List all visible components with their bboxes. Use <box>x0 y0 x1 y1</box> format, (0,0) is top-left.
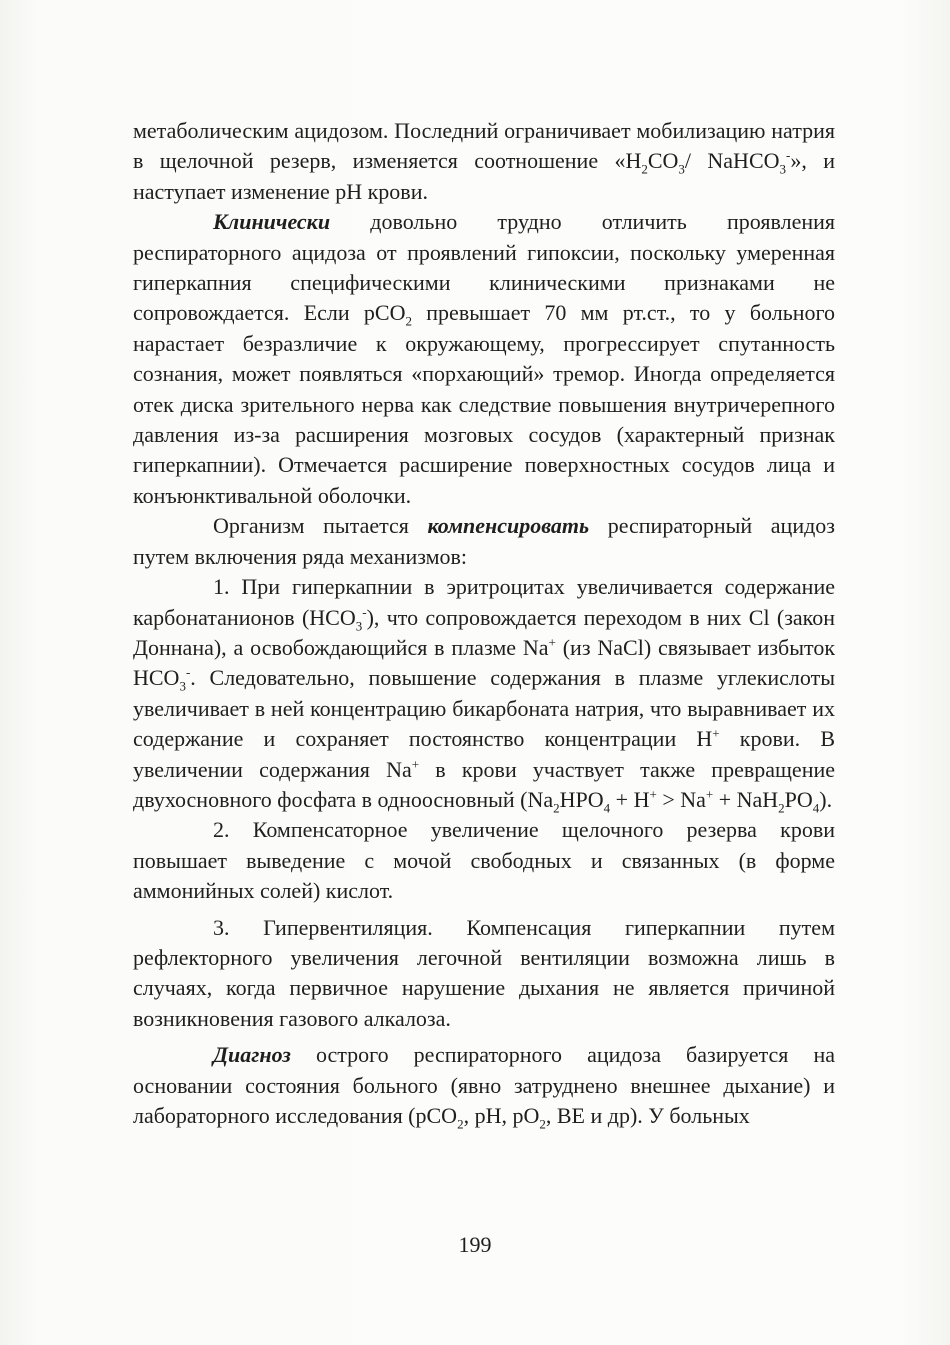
body-text <box>133 116 835 1131</box>
paragraph-3: Организм пытается компенсировать респираторный ацидоз путем включения ряда механизмов: <box>133 513 835 569</box>
paragraph-1: метаболическим ацидозом. Последний ограничивает мобилизацию натрия в щелочной резерв, изменяется соотношение «$H_2CO_3/$ NaHCO$_3$-», и наступает изменение pH крови. <box>133 118 835 204</box>
emphasis-term: Клинически <box>213 209 331 235</box>
paragraph-5: 2. Компенсаторное увеличение щелочного резерва крови повышает выведение с мочой свободных и связанных (в форме аммонийных солей) кислот. <box>133 817 835 904</box>
emphasis-term: компенсировать <box>427 513 590 539</box>
paragraph-2: Клинически довольно трудно отличить проявления респираторного ацидоза от проявлений гипоксии, поскольку умеренная гиперкапния специфическими клиническими признаками не сопровождается. Если pCO$_2$ превышает 70 мм рт.ст., то у больного нарастает безразличие к окружающему, прогрессирует спутанность сознания, может появляться «порхающий» тремор. Иногда определяется отек диска зрительного нерва как следствие повышения внутричерепного давления из-за расширения мозговых сосудов (характерный признак гиперкапнии). Отмечается расширение поверхностных сосудов лица и конъюнктивальной оболочки. <box>133 209 835 508</box>
page-number: 199 <box>458 1232 492 1257</box>
paragraph-7: Диагноз острого респираторного ацидоза базируется на основании состояния больного (явно затруднено внешнее дыхание) и лабораторного исследования (pCO$_2$, pH, $pO_2$, BE и др). У больных <box>133 1042 835 1132</box>
paragraph-6: 3. Гипервентиляция. Компенсация гиперкапнии путем рефлекторного увеличения легочной вентиляции возможна лишь в случаях, когда первичное нарушение дыхания не является причиной возникновения газового алкалоза. <box>133 914 835 1031</box>
emphasis-term: Диагноз <box>213 1042 291 1068</box>
paragraph-4: 1. При гиперкапнии в эритроцитах увеличивается содержание карбонатанионов $(HCO_3^-)$, что сопровождается переходом в них Cl (закон Доннана), а освобождающийся в плазме Na+ (из NaCl) связывает избыток $HCO_3^-$. Следовательно, повышение содержания в плазме углекислоты увеличивает в ней концентрацию бикарбоната натрия, что выравнивает их содержание и сохраняет постоянство концентрации H+ крови. В увеличении содержания Na+ в крови участвует также превращение двухосновного фосфата в одноосновный $(Na_2HPO_4 + H^+ > Na^+ + NaH_2PO_4)$. <box>133 574 836 816</box>
